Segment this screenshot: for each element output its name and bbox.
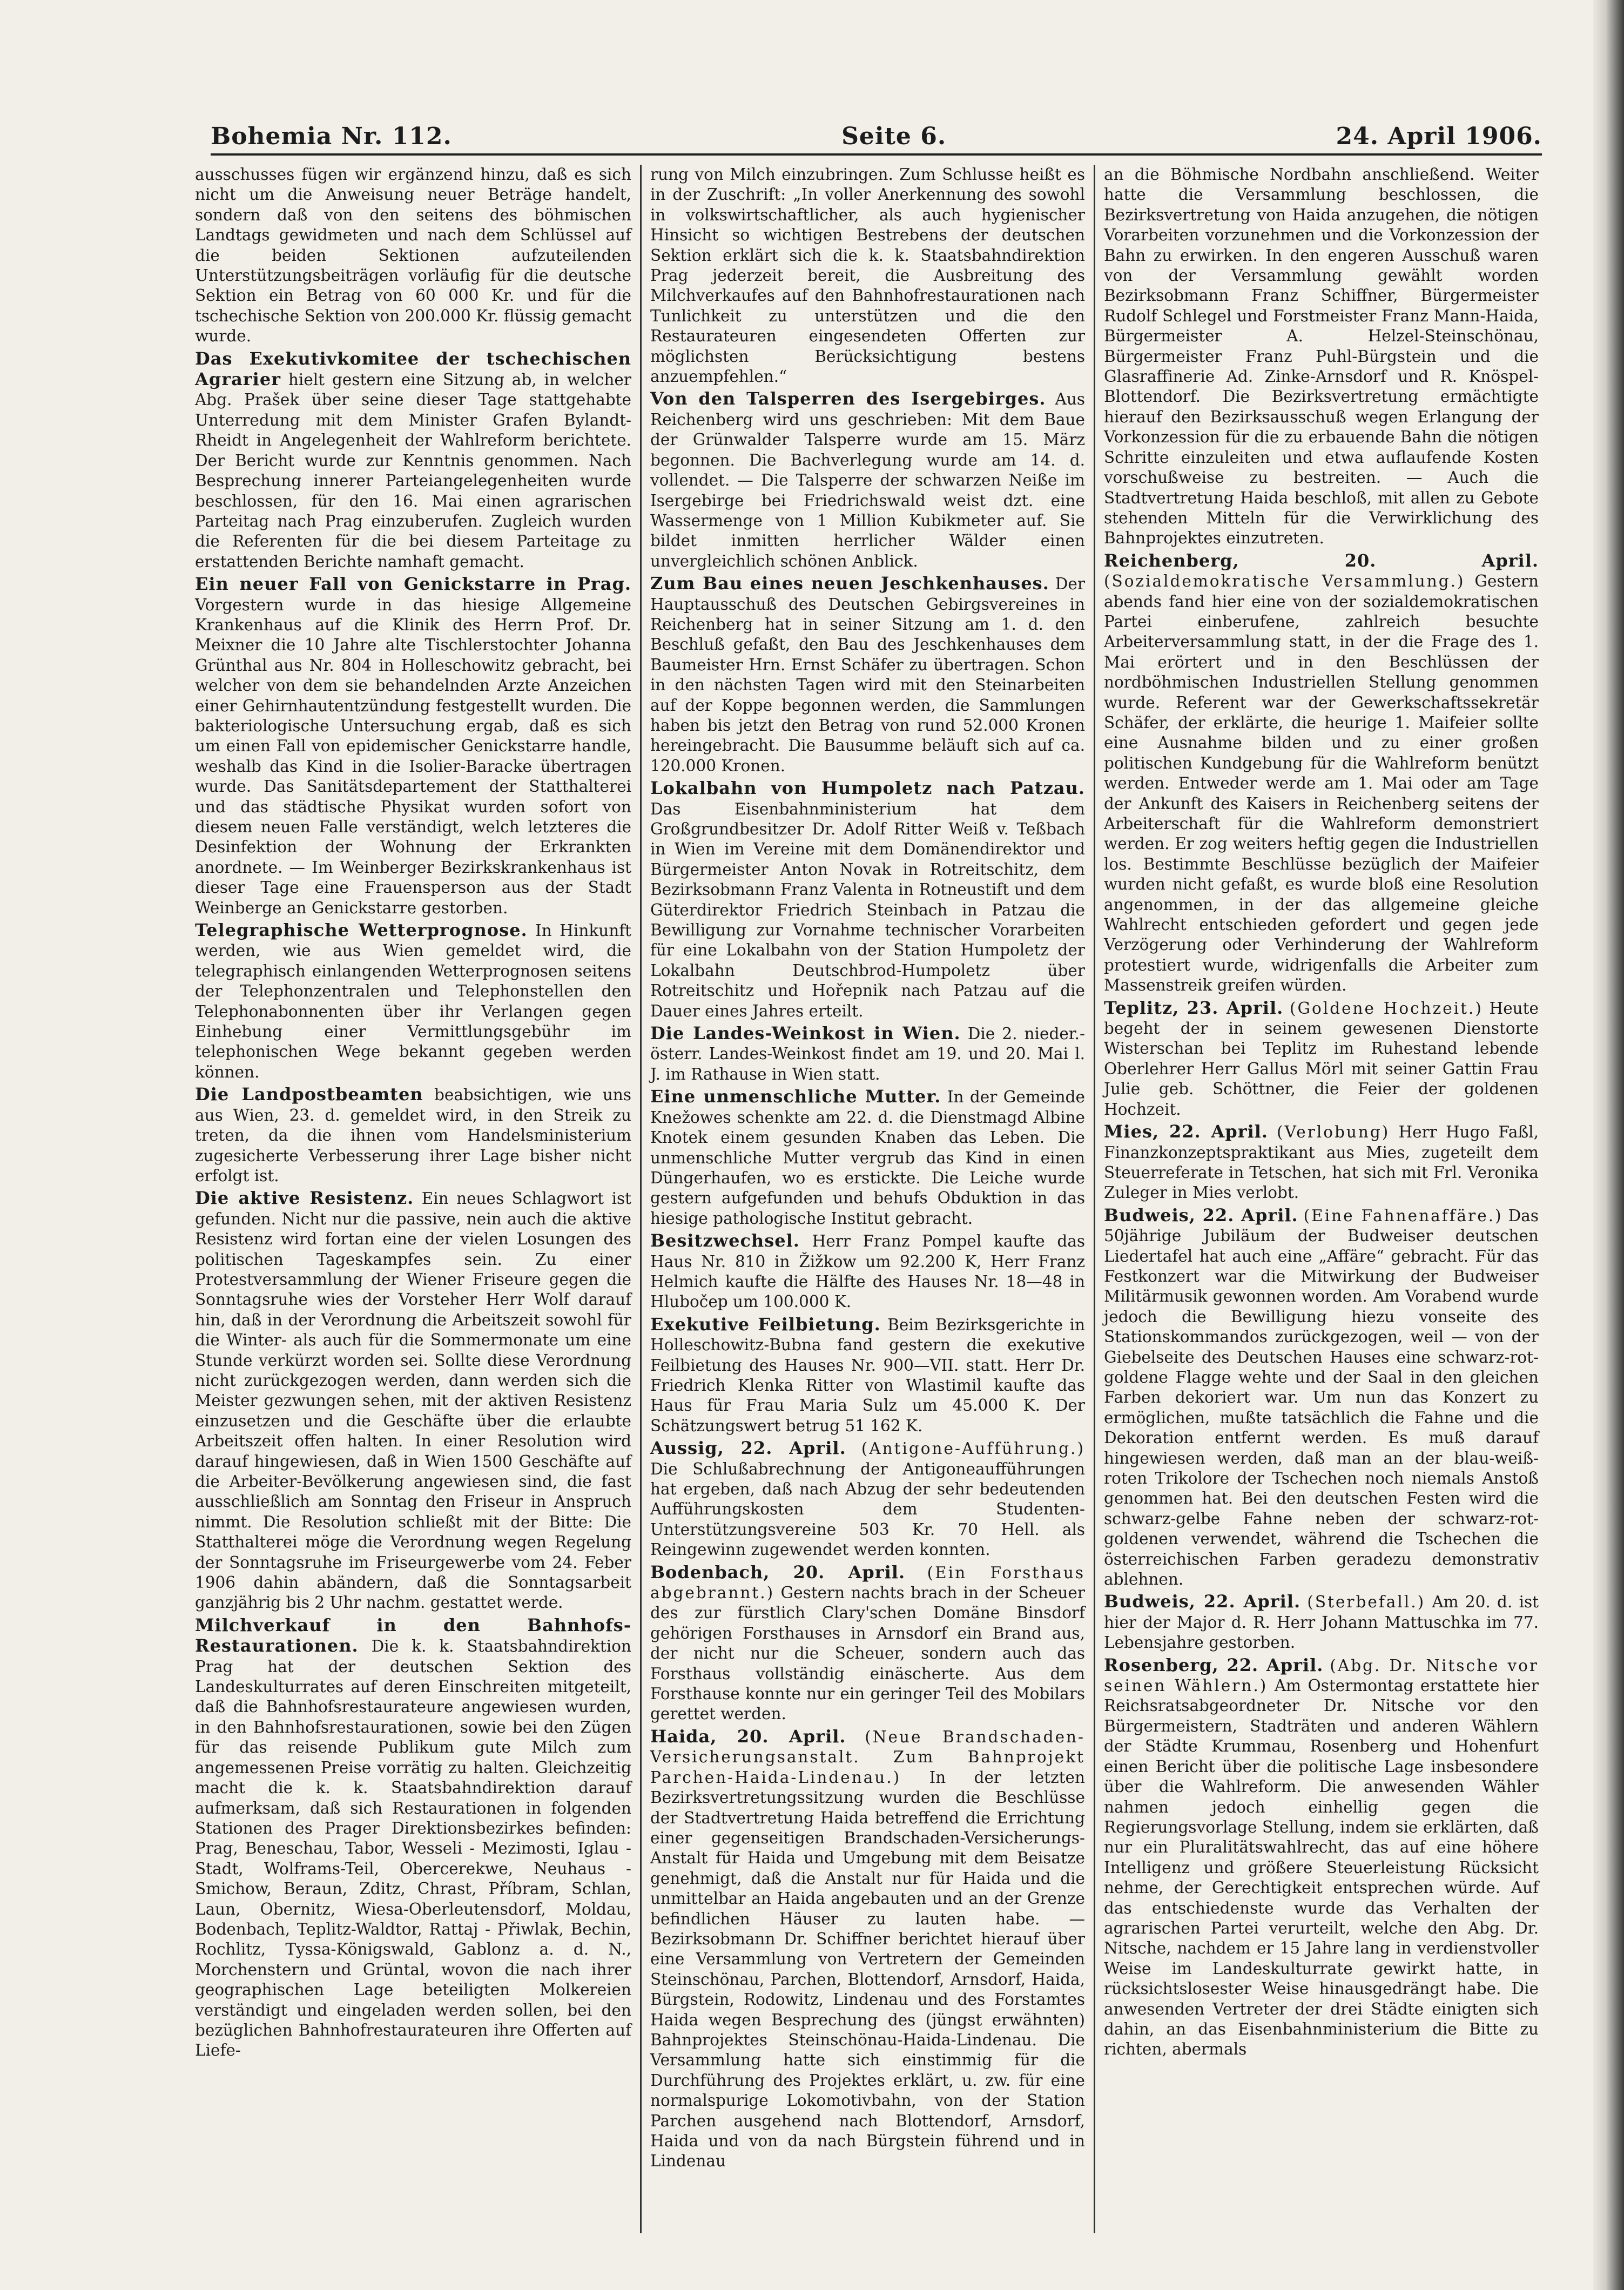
article-subheading: (Ein Forsthaus abgebrannt.): [650, 1563, 1085, 1602]
article-body: Die k. k. Staatsbahndirektion Prag hat der deutschen Sektion des Landeskulturrates auf deren Einschreiten mitgeteilt, daß die Bahnhofsrestaurateure angewiesen wurden, in den Bahnhofsrestaurationen, sowie bei den Zügen für das reisende Publikum gute Milch zum angemessenen Preise vorrätig zu halten. Gleichzeitig macht die k. k. Staatsbahndirektion darauf aufmerksam, daß sich Restaurationen in folgenden Stationen des Prager Direktionsbezirkes befinden: Prag, Beneschau, Tabor, Wesseli - Mezimosti, Iglau - Stadt, Wolframs-Teil, Obercerekwe, Neuhaus - Smichow, Beraun, Zditz, Chrast, Příbram, Schlan, Laun, Obernitz, Wiesa-Oberleutensdorf, Moldau, Bodenbach, Teplitz-Waldtor, Rattaj - Přiwlak, Bechin, Rochlitz, Tyssa-Königswald, Gablonz a. d. N., Morchenstern und Grüntal, wovon die nach ihrer geographischen Lage beteiligten Molkereien verständigt und eingeladen werden sollen, bei den bezüglichen Bahnhofrestaurateuren ihre Offerten auf Liefe-: [195, 1637, 631, 2060]
article-subheading: (Sterbefall.): [1307, 1593, 1426, 1612]
article-subheading: (Neue Brandschaden-Versicherungsanstalt. Zum Bahnprojekt Parchen-Haida-Lindenau.): [650, 1727, 1085, 1787]
article-subheading: (Eine Fahnenaffäre.): [1303, 1206, 1503, 1225]
article-body: Ein neues Schlagwort ist gefunden. Nicht nur die passive, nein auch die aktive Resistenz wird fortan eine der vielen Losungen des politischen Tageskampfes sein. Zu einer Protestversammlung der Wiener Friseure gegen die Sonntagsruhe wies der Vorsteher Herr Wolf darauf hin, daß in der Verordnung die Arbeitszeit sowohl für die Winter- als auch für die Sommermonate um eine Stunde verkürzt worden sei. Sollte diese Verordnung nicht zurückgezogen werden, dann werden sich die Meister gezwungen sehen, mit der aktiven Resistenz einzusetzen und die Geschäfte über die erlaubte Arbeitszeit offen halten. In einer Resolution wird darauf hingewiesen, daß in Wien 1500 Geschäfte auf die Arbeiter-Bevölkerung angewiesen sind, die fast ausschließlich am Sonntag den Friseur in Anspruch nimmt. Die Resolution schließt mit der Bitte: Die Statthalterei möge die Verordnung wegen Regelung der Sonntagsruhe im Friseurgewerbe vom 24. Feber 1906 dahin abändern, daß die Sonntagsarbeit ganzjährig bis 2 Uhr nachm. gestattet werde.: [195, 1189, 631, 1612]
article-body: Beim Bezirksgerichte in Holleschowitz-Bubna fand gestern die exekutive Feilbietung des Hauses Nr. 900—VII. statt. Herr Dr. Friedrich Klenka Ritter von Wlastimil kaufte das Haus für Frau Maria Sulz um 45.000 K. Der Schätzungswert betrug 51 162 K.: [650, 1315, 1085, 1435]
article-heading: Das Exekutivkomitee der tschechischen Agrarier: [195, 348, 631, 390]
article-body: Herr Hugo Faßl, Finanzkonzeptspraktikant aus Mies, zugeteilt dem Steuerreferate in Tetschen, hat sich mit Frl. Veronika Zuleger in Mies verlobt.: [1104, 1123, 1539, 1202]
column-3: [1094, 165, 1547, 2233]
article-body: In der Gemeinde Knežowes schenkte am 22. d. die Dienstmagd Albine Knotek einem gesunden Knaben das Leben. Die unmenschliche Mutter vergrub das Kind in einen Düngerhaufen, wo es erstickte. Die Leiche wurde gestern aufgefunden und behufs Obduktion in das hiesige pathologische Institut gebracht.: [650, 1088, 1085, 1228]
article-body: Die 2. nieder.-österr. Landes-Weinkost findet am 19. und 20. Mai l. J. im Rathause in Wien statt.: [650, 1025, 1085, 1083]
article-body: In Hinkunft werden, wie aus Wien gemeldet wird, die telegraphisch einlangenden Wetterprognosen seitens der Telephonzentralen und Telephonstellen den Telephonabonnenten über ihr Verlangen gegen Einhebung einer Vermittlungsgebühr im telephonischen Wege bekannt gegeben werden können.: [195, 921, 631, 1081]
article-body: Die Schlußabrechnung der Antigoneaufführungen hat ergeben, daß nach Abzug der sehr bedeutenden Aufführungskosten dem Studenten-Unterstützungsvereine 503 Kr. 70 Hell. als Reingewinn zugewendet werden konnten.: [650, 1459, 1085, 1559]
article-heading: Mies, 22. April.: [1104, 1121, 1269, 1142]
article-body: Am 20. d. ist hier der Major d. R. Herr Johann Mattuschka im 77. Lebensjahre gestorben.: [1104, 1593, 1539, 1652]
article: [650, 1231, 1085, 1312]
article-body: Heute begeht der in seinem gewesenen Dienstorte Wisterschan bei Teplitz im Ruhestand lebende Oberlehrer Herr Gallus Mörl mit seiner Gattin Frau Julie geb. Schöttner, die Feier der goldenen Hochzeit.: [1104, 999, 1539, 1119]
article: [650, 778, 1085, 1021]
article: [1104, 551, 1539, 996]
article-body: Das Eisenbahnministerium hat dem Großgrundbesitzer Dr. Adolf Ritter Weiß v. Teßbach in Wien im Vereine mit dem Domänendirektor und Bürgermeister Anton Novak in Rotreitschitz, dem Bezirksobmann Franz Valenta in Rotneustift und dem Güterdirektor Friedrich Steinbach in Patzau die Bewilligung zur Vornahme technischer Vorarbeiten für eine Lokalbahn von der Station Humpoletz der Lokalbahn Deutschbrod-Humpoletz über Rotreitschitz und Hořepnik nach Patzau auf die Dauer eines Jahres erteilt.: [650, 799, 1085, 1020]
article-heading: Reichenberg, 20. April.: [1104, 550, 1539, 571]
article-body: Gestern nachts brach in der Scheuer des zur fürstlich Clary'schen Domäne Binsdorf gehörigen Forsthauses in Arnsdorf ein Brand aus, der nicht nur die Scheuer, sondern auch das Forsthaus vollständig einäscherte. Aus dem Forsthause konnte nur ein geringer Teil des Mobilars gerettet werden.: [650, 1584, 1085, 1723]
article: [1104, 165, 1539, 549]
article-heading: Die Landes-Weinkost in Wien.: [650, 1023, 961, 1044]
article: [1104, 998, 1539, 1120]
article: [1104, 1655, 1539, 2060]
article-heading: Milchverkauf in den Bahnhofs-Restaurationen.: [195, 1614, 631, 1656]
article-body: Vorgestern wurde in das hiesige Allgemeine Krankenhaus auf die Klinik des Herrn Prof. Dr. Meixner die 10 Jahre alte Tischlerstochter Johanna Grünthal aus Nr. 804 in Holleschowitz gebracht, bei welcher von dem sie behandelnden Arzte Anzeichen einer Gehirnhautentzündung festgestellt wurden. Die bakteriologische Untersuchung ergab, daß es sich um einen Fall von epidemischer Genickstarre handle, weshalb das Kind in die Isolier-Baracke übertragen wurde. Das Sanitätsdepartement der Statthalterei und das städtische Physikat wurden sofort von diesem neuen Falle verständigt, welch letzteres die Desinfektion der Wohnung der Erkrankten anordnete. — Im Weinberger Bezirkskrankenhaus ist dieser Tage eine Frauensperson aus der Stadt Weinberge an Genickstarre gestorben.: [195, 595, 631, 917]
article-body: Das 50jährige Jubiläum der Budweiser deutschen Liedertafel hat auch eine „Affäre“ gebracht. Für das Festkonzert war die Mitwirkung der Budweiser Militärmusik gewonnen worden. Am Vorabend wurde jedoch die Bewilligung hiezu vonseite des Stationskommandos zurückgezogen, weil — von der Giebelseite des Deutschen Hauses eine schwarz-rot-goldene Flagge wehte und der Saal in den gleichen Farben dekoriert war. Um nun das Konzert zu ermöglichen, mußte tatsächlich die Fahne und die Dekoration entfernt werden. Es muß darauf hingewiesen werden, daß man an der blau-weiß-roten Trikolore der Tschechen noch niemals Anstoß genommen hat. Bei den deutschen Festen wird die schwarz-gelbe Fahne neben der schwarz-rot-goldenen verwendet, während die Tschechen die österreichischen Farben geradezu demonstrativ ablehnen.: [1104, 1206, 1539, 1589]
article: [1104, 1592, 1539, 1653]
article-heading: Besitzwechsel.: [650, 1230, 800, 1251]
header-publication: Bohemia Nr. 112.: [211, 123, 452, 150]
article-body: hielt gestern eine Sitzung ab, in welcher Abg. Prašek über seine dieser Tage stattgehabte Unterredung mit dem Minister Grafen Bylandt-Rheidt in Angelegenheit der Wahlreform berichtete. Der Bericht wurde zur Kenntnis genommen. Nach Besprechung innerer Parteiangelegenheiten wurde beschlossen, für den 16. Mai einen agrarischen Parteitag nach Prag einzuberufen. Zugleich wurden die Referenten für die bei diesem Parteitage zu erstattenden Berichte namhaft gemacht.: [195, 371, 631, 571]
article-heading: Lokalbahn von Humpoletz nach Patzau.: [650, 778, 1085, 799]
column-2: [640, 165, 1094, 2233]
article-body: In der letzten Bezirksvertretungssitzung wurden die Beschlüsse der Stadtvertretung Haida betreffend die Errichtung einer gegenseitigen Brandschaden-Versicherungs-Anstalt für Haida und Umgebung mit dem Beisatze genehmigt, daß die Anstalt nur für Haida und die unmittelbar an Haida angebauten und an der Grenze befindlichen Häuser zu lauten habe. — Bezirksobmann Dr. Schiffner berichtet hierauf über eine Versammlung von Vertretern der Gemeinden Steinschönau, Parchen, Blottendorf, Arnsdorf, Haida, Bürgstein, Rodowitz, Lindenau und des Forstamtes Haida wegen Besprechung des (jüngst erwähnten) Bahnprojektes Steinschönau-Haida-Lindenau. Die Versammlung hatte sich einstimmig für die Durchführung des Projektes erklärt, u. zw. für eine normalspurige Lokomotivbahn, von der Station Parchen ausgehend nach Blottendorf, Arnsdorf, Haida und von da nach Bürgstein führend und in Lindenau: [650, 1768, 1085, 2171]
article: [195, 349, 631, 572]
article: [650, 1087, 1085, 1229]
article-heading: Eine unmenschliche Mutter.: [650, 1086, 941, 1107]
header-page-number: Seite 6.: [841, 123, 947, 150]
article-heading: Budweis, 22. April.: [1104, 1204, 1298, 1225]
article-heading: Teplitz, 23. April.: [1104, 997, 1284, 1018]
article: [195, 920, 631, 1082]
article-heading: Aussig, 22. April.: [650, 1438, 846, 1459]
article-heading: Bodenbach, 20. April.: [650, 1561, 906, 1582]
article-heading: Exekutive Feilbietung.: [650, 1314, 881, 1335]
article: [650, 389, 1085, 571]
page-header: [211, 118, 1542, 156]
article-heading: Telegraphische Wetterprognose.: [195, 920, 528, 941]
article: [195, 1188, 631, 1613]
article-subheading: (Antigone-Aufführung.): [861, 1439, 1085, 1458]
article: [650, 165, 1085, 387]
article-subheading: (Abg. Dr. Nitsche vor seinen Wählern.): [1104, 1656, 1539, 1695]
article-body: Herr Franz Pompel kaufte das Haus Nr. 810 in Žižkow um 92.200 K, Herr Franz Helmich kaufte die Hälfte des Hauses Nr. 18—48 in Hlubočep um 100.000 K.: [650, 1232, 1085, 1311]
column-1: [186, 165, 640, 2233]
article-subheading: (Sozialdemokratische Versammlung.): [1104, 572, 1465, 591]
page-edge-shadow: [1593, 0, 1624, 2290]
article: [650, 1023, 1085, 1085]
article: [650, 1562, 1085, 1725]
article: [195, 165, 631, 347]
article-body: Gestern abends fand hier eine von der sozialdemokratischen Partei einberufene, zahlreich besuchte Arbeiterversammlung statt, in der die Frage des 1. Mai erörtert und in den Beschlüssen der nordböhmischen Industriellen Stellung genommen wurde. Referent war der Gewerkschaftssekretär Schäfer, der erklärte, die heurige 1. Maifeier sollte eine Ausnahme bilden und zu einer großen politischen Kundgebung für die Wahlreform benützt werden. Entweder werde am 1. Mai oder am Tage der Ankunft des Kaisers in Reichenberg seitens der Arbeiterschaft für die Wahlreform demonstriert werden. Er zog weiters heftig gegen die Industriellen los. Bestimmte Beschlüsse bezüglich der Maifeier wurden nicht gefaßt, es wurde bloß eine Resolution angenommen, in der das allgemeine gleiche Wahlrecht entschieden gefordert und gegen jede Verzögerung oder Verhinderung der Wahlreform protestiert wurde, widrigenfalls die Arbeiter zum Massenstreik greifen würden.: [1104, 572, 1539, 995]
article-body: an die Böhmische Nordbahn anschließend. Weiter hatte die Versammlung beschlossen, die Bezirksvertretung von Haida anzugehen, die nötigen Vorarbeiten vorzunehmen und die Vorkonzession der Bahn zu erwirken. In den engeren Ausschuß waren von der Versammlung gewählt worden Bezirksobmann Franz Schiffner, Bürgermeister Rudolf Schlegel und Forstmeister Franz Mann-Haida, Bürgermeister A. Helzel-Steinschönau, Bürgermeister Franz Puhl-Bürgstein und die Glasraffinerie Ad. Zinke-Arnsdorf und R. Knöspel-Blottendorf. Die Bezirksvertretung ermächtigte hierauf den Bezirksausschuß wegen Erlangung der Vorkonzession für die zu erbauende Bahn die nötigen Schritte einzuleiten und etwa auflaufende Kosten vorschußweise zu bestreiten. — Auch die Stadtvertretung Haida beschloß, mit allen zu Gebote stehenden Mitteln für die Verwirklichung des Bahnprojektes einzutreten.: [1104, 165, 1539, 548]
article-body: Der Hauptausschuß des Deutschen Gebirgsvereines in Reichenberg hat in seiner Sitzung am 1. d. den Beschluß gefaßt, den Bau des Jeschkenhauses dem Baumeister Hrn. Ernst Schäfer zu übertragen. Schon in den nächsten Tagen wird mit den Steinarbeiten auf der Koppe begonnen werden, die Sammlungen haben bis jetzt den Betrag von rund 52.000 Kronen hereingebracht. Die Bausumme beläuft sich auf ca. 120.000 Kronen.: [650, 575, 1085, 775]
article: [650, 1727, 1085, 2172]
article-body: ausschusses fügen wir ergänzend hinzu, daß es sich nicht um die Anweisung neuer Beträge handelt, sondern daß von den seitens des böhmischen Landtags gewidmeten und nach dem Schlüssel auf die beiden Sektionen aufzuteilenden Unterstützungsbeiträgen vorläufig für die deutsche Sektion ein Betrag von 60 000 Kr. und für die tschechische Sektion von 200.000 Kr. flüssig gemacht wurde.: [195, 165, 631, 346]
article: [195, 1615, 631, 2061]
article: [1104, 1205, 1539, 1590]
article-subheading: (Verlobung): [1277, 1123, 1390, 1142]
article-columns: [186, 165, 1585, 2233]
article-heading: Die aktive Resistenz.: [195, 1188, 414, 1209]
article: [195, 574, 631, 918]
article-heading: Ein neuer Fall von Genickstarre in Prag.: [195, 574, 631, 595]
article-heading: Zum Bau eines neuen Jeschkenhauses.: [650, 573, 1049, 594]
article-heading: Rosenberg, 22. April.: [1104, 1654, 1324, 1675]
article-heading: Die Landpostbeamten: [195, 1084, 423, 1105]
article: [650, 1438, 1085, 1560]
article-heading: Von den Talsperren des Isergebirges.: [650, 388, 1046, 409]
article: [1104, 1122, 1539, 1203]
article: [650, 1315, 1085, 1436]
article-body: Am Ostermontag erstattete hier Reichsratsabgeordneter Dr. Nitsche vor den Bürgermeistern, Stadträten und anderen Wählern der Städte Krummau, Rosenberg und Hohenfurt einen Bericht über die politische Lage insbesondere über die Wahlreform. Die anwesenden Wähler nahmen jedoch einhellig gegen die Regierungsvorlage Stellung, indem sie erklärten, daß nur ein Pluralitätswahlrecht, das auf eine höhere Intelligenz und größere Steuerleistung Rücksicht nehme, der Gerechtigkeit entsprechen würde. Auf das entschiedenste wurde das Verhalten der agrarischen Partei verurteilt, welche den Abg. Dr. Nitsche, nachdem er 15 Jahre lang in verdienstvoller Weise im Landeskulturrate gewirkt hatte, in rücksichtslosester Weise hinausgedrängt habe. Die anwesenden Vertreter der drei Städte einigten sich dahin, an das Eisenbahnministerium die Bitte zu richten, abermals: [1104, 1676, 1539, 2059]
article-body: rung von Milch einzubringen. Zum Schlusse heißt es in der Zuschrift: „In voller Anerkennung des sowohl in volkswirtschaftlicher, als auch hygienischer Hinsicht so wichtigen Bestrebens der deutschen Sektion erklärt sich die k. k. Staatsbahndirektion Prag jederzeit bereit, die Ausbreitung des Milchverkaufes auf den Bahnhofrestaurationen nach Tunlichkeit zu unterstützen und die den Restaurateuren eingesendeten Offerten zur möglichsten Berücksichtigung bestens anzuempfehlen.“: [650, 165, 1085, 386]
article-heading: Budweis, 22. April.: [1104, 1591, 1301, 1612]
article-subheading: (Goldene Hochzeit.): [1289, 999, 1483, 1018]
article: [195, 1085, 631, 1186]
article-body: Aus Reichenberg wird uns geschrieben: Mit dem Baue der Grünwalder Talsperre wurde am 15. März begonnen. Die Bachverlegung wurde am 14. d. vollendet. — Die Talsperre der schwarzen Neiße im Isergebirge bei Friedrichswald weist dzt. eine Wassermenge von 1 Million Kubikmeter auf. Sie bildet inmitten herrlicher Wälder einen unvergleichlich schönen Anblick.: [650, 390, 1085, 570]
article-heading: Haida, 20. April.: [650, 1726, 846, 1747]
header-date: 24. April 1906.: [1336, 123, 1542, 150]
article: [650, 574, 1085, 776]
article-body: beabsichtigen, wie uns aus Wien, 23. d. gemeldet wird, in den Streik zu treten, da die ihnen vom Handelsministerium zugesicherte Verbesserung ihrer Lage bisher nicht erfolgt ist.: [195, 1086, 631, 1185]
